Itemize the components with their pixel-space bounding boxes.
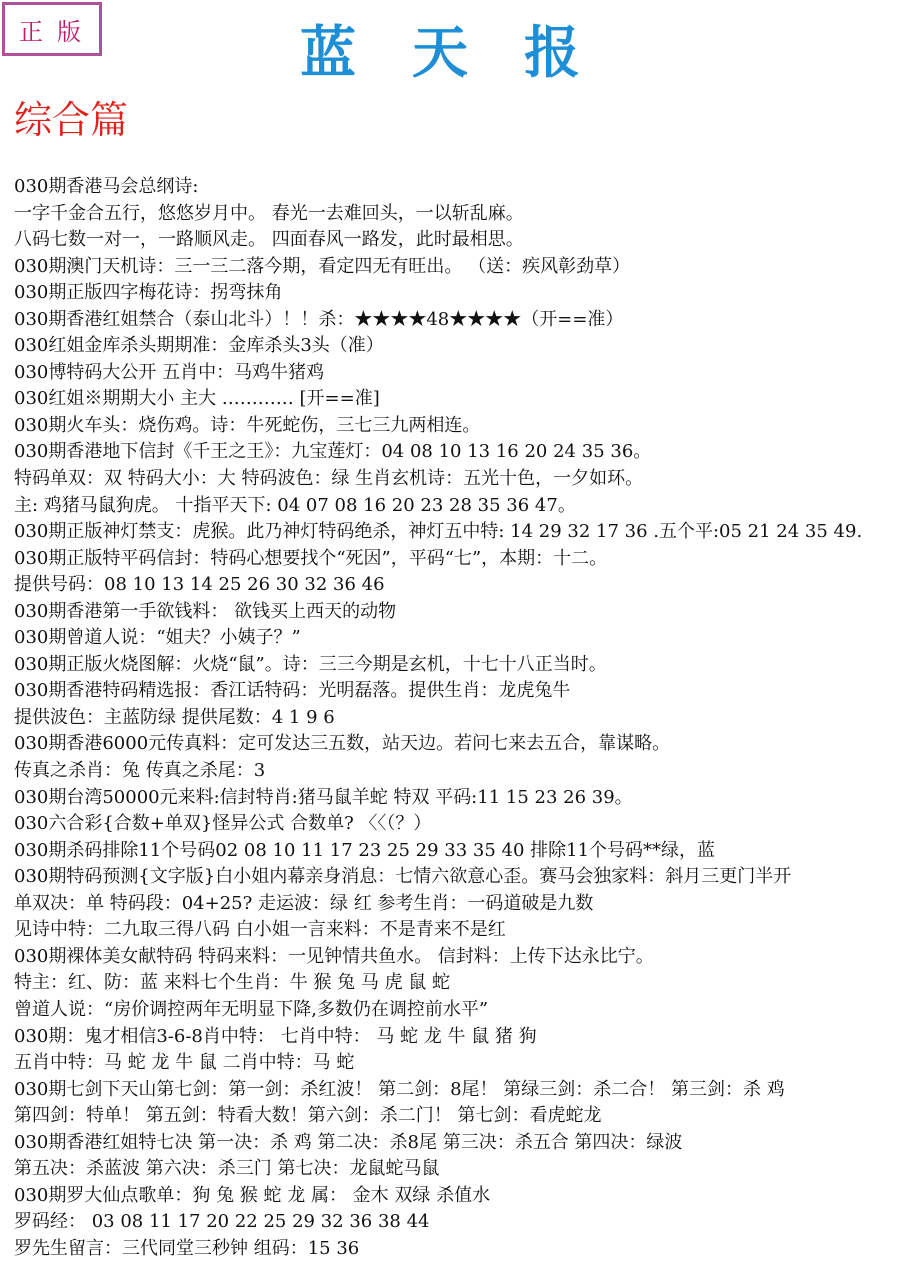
text-line: 传真之杀肖：兔 传真之杀尾：3 [14,760,266,782]
text-line: 特码单双：双 特码大小：大 特码波色：绿 生肖玄机诗：五光十色，一夕如环。 [14,468,644,490]
article-body [14,174,898,1262]
text-line: 030期裸体美女献特码 特码来料：一见钟情共鱼水。 信封料：上传下达永比宁。 [14,945,654,967]
text-line: 提供波色：主蓝防绿 提供尾数：4 1 9 6 [14,706,335,728]
text-line: 030期香港红姐禁合（泰山北斗）！！杀：★★★★48★★★★（开==准） [14,308,624,330]
text-line: 030期香港6000元传真料：定可发达三五数，站天边。若问七来去五合，靠谋略。 [14,733,671,755]
text-line: 030期台湾50000元来料:信封特肖:猪马鼠羊蛇 特双 平码:11 15 23 26 39。 [14,786,633,808]
text-line: 罗码经： 03 08 11 17 20 22 25 29 32 36 38 44 [14,1211,430,1233]
text-line: 030期杀码排除11个号码02 08 10 11 17 23 25 29 33 35 40 排除11个号码**绿，蓝 [14,839,716,861]
text-line: 030六合彩{合数+单双}怪异公式 合数单? 〈〈（？） [14,813,432,835]
text-line: 030期正版神灯禁支：虎猴。此乃神灯特码绝杀，神灯五中特: 14 29 32 17 36 .五个平:05 21 24 35 49. [14,521,863,543]
text-line: 一字千金合五行，悠悠岁月中。 春光一去难回头，一以斩乱麻。 [14,202,524,224]
edition-badge: 正版 [2,2,102,56]
text-line: 030期香港第一手欲钱料： 欲钱买上西天的动物 [14,600,397,622]
newspaper-title: 蓝天报 [300,20,636,86]
text-line: 第四剑：特单！ 第五剑：特看大数！第六剑：杀二门！ 第七剑：看虎蛇龙 [14,1105,602,1127]
text-line: 030期澳门天机诗：三一三二落今期，看定四无有旺出。 （送：疾风彰劲草） [14,255,631,277]
text-line: 030期罗大仙点歌单：狗 兔 猴 蛇 龙 属： 金木 双绿 杀值水 [14,1184,491,1206]
text-line: 曾道人说：“房价调控两年无明显下降,多数仍在调控前水平” [14,998,489,1020]
text-line: 主: 鸡猪马鼠狗虎。 十指平天下: 04 07 08 16 20 23 28 35 36 47。 [14,494,576,516]
text-line: 030期正版四字梅花诗：拐弯抹角 [14,282,283,304]
text-line: 030期正版火烧图解：火烧“鼠”。诗：三三今期是玄机，十七十八正当时。 [14,653,607,675]
text-line: 030期香港马会总纲诗: [14,176,199,197]
text-line: 030期火车头：烧伤鸡。诗：牛死蛇伤，三七三九两相连。 [14,414,481,436]
text-line: 030期香港特码精选报：香江话特码：光明磊落。提供生肖：龙虎兔牛 [14,680,571,702]
text-line: 030期特码预测{文字版}白小姐内幕亲身消息：七情六欲意心歪。赛马会独家料：斜月三更门半开 [14,866,792,888]
text-line: 见诗中特：二九取三得八码 白小姐一言来料：不是青来不是红 [14,919,506,941]
text-line: 030期香港地下信封《千王之王》：九宝莲灯：04 08 10 13 16 20 24 35 36。 [14,441,652,463]
text-line: 特主：红、防：蓝 来料七个生肖：牛 猴 兔 马 虎 鼠 蛇 [14,972,451,994]
text-line: 罗先生留言：三代同堂三秒钟 组码：15 36 [14,1237,360,1259]
text-line: 五肖中特：马 蛇 龙 牛 鼠 二肖中特：马 蛇 [14,1052,355,1074]
text-line: 提供号码：08 10 13 14 25 26 30 32 36 46 [14,574,385,596]
text-line: 030红姐※期期大小 主大 ………… [开==准] [14,388,380,410]
text-line: 030博特码大公开 五肖中：马鸡牛猪鸡 [14,361,325,383]
text-line: 第五决：杀蓝波 第六决：杀三门 第七决：龙鼠蛇马鼠 [14,1158,440,1180]
text-line: 030期七剑下天山第七剑：第一剑：杀红波！ 第二剑：8尾！ 第绿三剑：杀二合！ 第三剑：杀 鸡 [14,1078,785,1100]
text-line: 八码七数一对一，一路顺风走。 四面春风一路发，此时最相思。 [14,229,524,251]
text-line: 单双决：单 特码段：04+25? 走运波：绿 红 参考生肖：一码道破是九数 [14,892,594,914]
text-line: 030红姐金库杀头期期准：金库杀头3头（准） [14,335,384,357]
text-line: 030期曾道人说：“姐夫？小姨子？” [14,627,301,649]
text-line: 030期香港红姐特七决 第一决：杀 鸡 第二决：杀8尾 第三决：杀五合 第四决：绿波 [14,1131,683,1153]
text-line: 030期：鬼才相信3-6-8肖中特： 七肖中特： 马 蛇 龙 牛 鼠 猪 狗 [14,1025,537,1047]
text-line: 030期正版特平码信封：特码心想要找个“死因”，平码“七”，本期：十二。 [14,547,608,569]
section-title: 综合篇 [14,98,129,142]
